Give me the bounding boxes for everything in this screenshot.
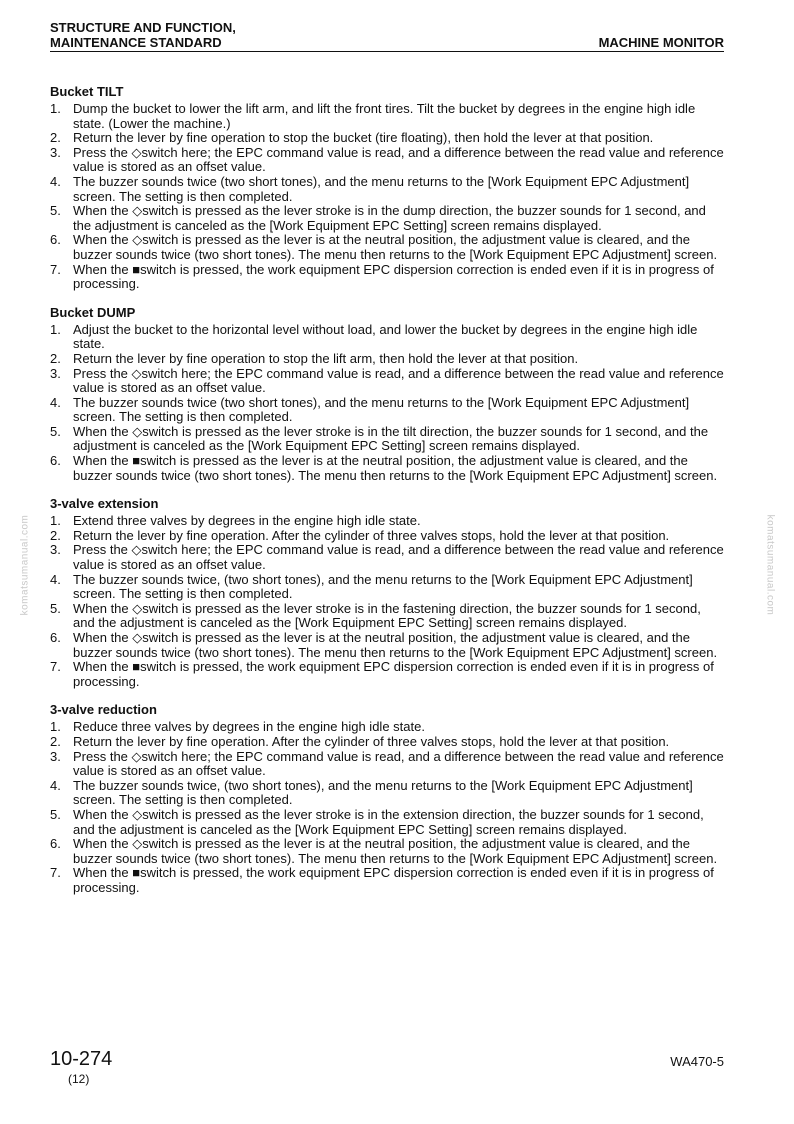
step-item (50, 720, 724, 735)
revision-number: (12) (68, 1072, 90, 1086)
step-text: Return the lever by fine operation to stop the lift arm, then hold the lever at that position. (73, 350, 579, 366)
step-number: 4. (50, 394, 61, 410)
watermark-left: komatsumanual.com (19, 514, 31, 616)
step-number: 2. (50, 527, 61, 543)
step-item (50, 779, 724, 808)
header-title-line1: STRUCTURE AND FUNCTION, (50, 20, 236, 35)
step-item (50, 514, 724, 529)
step-text: Press the ◇switch here; the EPC command value is read, and a difference between the read value and reference value is stored as an offset value. (73, 748, 724, 779)
step-item (50, 131, 724, 146)
step-text: When the ◇switch is pressed as the lever stroke is in the extension direction, the buzzer sounds for 1 second, and the adjustment is canceled as the [Work Equipment EPC Setting] screen remains displayed. (73, 806, 704, 837)
step-number: 1. (50, 719, 61, 735)
step-number: 1. (50, 101, 61, 116)
step-text: The buzzer sounds twice, (two short tones), and the menu returns to the [Work Equipment EPC Adjustment] screen. The setting is then completed. (73, 777, 693, 808)
step-list (50, 102, 724, 292)
step-text: Press the ◇switch here; the EPC command value is read, and a difference between the read value and reference value is stored as an offset value. (73, 365, 724, 396)
procedure-section (50, 305, 724, 484)
step-text: When the ◇switch is pressed as the lever is at the neutral position, the adjustment value is cleared, and the buzzer sounds twice (two short tones). The menu then returns to the [Work Equipment EPC Adjustment] screen. (73, 232, 718, 262)
step-number: 2. (50, 130, 61, 146)
step-number: 3. (50, 748, 61, 764)
step-text: Adjust the bucket to the horizontal level without load, and lower the bucket by degrees in the engine high idle state. (73, 321, 698, 352)
step-number: 1. (50, 321, 61, 337)
step-number: 5. (50, 600, 61, 616)
step-text: When the ◇switch is pressed as the lever is at the neutral position, the adjustment value is cleared, and the buzzer sounds twice (two short tones). The menu then returns to the [Work Equipment EPC Adjustment] screen. (73, 836, 718, 866)
header-title-line2: MAINTENANCE STANDARD (50, 35, 222, 50)
step-text: When the ◇switch is pressed as the lever is at the neutral position, the adjustment value is cleared, and the buzzer sounds twice (two short tones). The menu then returns to the [Work Equipment EPC Adjustment] screen. (73, 630, 718, 660)
step-item (50, 660, 724, 689)
step-item (50, 204, 724, 233)
step-item (50, 602, 724, 631)
step-text: Press the ◇switch here; the EPC command value is read, and a difference between the read value and reference value is stored as an offset value. (73, 542, 724, 573)
step-item (50, 102, 724, 131)
step-item (50, 837, 724, 866)
step-text: When the ■switch is pressed, the work equipment EPC dispersion correction is ended even if it is in progress of processing. (73, 659, 714, 689)
step-item (50, 146, 724, 175)
section-title: Bucket DUMP (50, 304, 136, 320)
step-item (50, 735, 724, 750)
step-item (50, 367, 724, 396)
step-text: When the ■switch is pressed as the lever is at the neutral position, the adjustment value is cleared, and the buzzer sounds twice (two short tones). The menu then returns to the [Work Equipment EPC Adjustment] screen. (73, 453, 718, 483)
step-item (50, 866, 724, 895)
step-number: 5. (50, 203, 61, 219)
header-chapter-title: MACHINE MONITOR (598, 35, 724, 50)
step-number: 6. (50, 453, 61, 469)
step-number: 4. (50, 571, 61, 587)
step-number: 5. (50, 423, 61, 439)
step-text: When the ◇switch is pressed as the lever stroke is in the dump direction, the buzzer sounds for 1 second, and the adjustment is canceled as the [Work Equipment EPC Setting] screen remains displayed. (73, 203, 706, 233)
step-number: 4. (50, 777, 61, 793)
section-title: Bucket TILT (50, 84, 124, 99)
step-number: 3. (50, 365, 61, 381)
step-number: 7. (50, 261, 61, 277)
step-item (50, 233, 724, 262)
page-header (50, 20, 724, 52)
procedure-section (50, 496, 724, 689)
step-number: 2. (50, 733, 61, 749)
machine-model: WA470-5 (670, 1054, 724, 1069)
step-number: 7. (50, 865, 61, 881)
header-section-title (50, 20, 236, 50)
step-item (50, 543, 724, 572)
step-number: 7. (50, 659, 61, 675)
step-text: Return the lever by fine operation. After the cylinder of three valves stops, hold the lever at that position. (73, 733, 670, 749)
section-title: 3-valve extension (50, 496, 159, 512)
page-body (50, 84, 724, 909)
step-item (50, 175, 724, 204)
step-text: Press the ◇switch here; the EPC command value is read, and a difference between the read value and reference value is stored as an offset value. (73, 144, 724, 175)
step-item (50, 263, 724, 292)
step-number: 4. (50, 173, 61, 189)
step-number: 2. (50, 350, 61, 366)
step-text: When the ■switch is pressed, the work equipment EPC dispersion correction is ended even if it is in progress of processing. (73, 865, 714, 895)
step-text: Return the lever by fine operation. After the cylinder of three valves stops, hold the lever at that position. (73, 527, 670, 543)
step-list (50, 514, 724, 689)
step-number: 6. (50, 232, 61, 248)
step-item (50, 396, 724, 425)
watermark-right: komatsumanual.com (764, 514, 776, 616)
step-item (50, 323, 724, 352)
step-item (50, 573, 724, 602)
step-item (50, 352, 724, 367)
step-text: The buzzer sounds twice (two short tones), and the menu returns to the [Work Equipment EPC Adjustment] screen. The setting is then completed. (73, 173, 690, 204)
step-item (50, 808, 724, 837)
step-list (50, 720, 724, 895)
step-number: 5. (50, 806, 61, 822)
step-number: 1. (50, 513, 61, 529)
step-item (50, 425, 724, 454)
step-number: 3. (50, 144, 61, 160)
step-item (50, 750, 724, 779)
step-text: When the ◇switch is pressed as the lever stroke is in the tilt direction, the buzzer sounds for 1 second, and the adjustment is canceled as the [Work Equipment EPC Setting] screen remains displayed. (73, 423, 709, 454)
procedure-section (50, 702, 724, 895)
section-title: 3-valve reduction (50, 702, 157, 718)
step-item (50, 454, 724, 483)
step-text: When the ◇switch is pressed as the lever stroke is in the fastening direction, the buzzer sounds for 1 second, and the adjustment is canceled as the [Work Equipment EPC Setting] screen remains displayed. (73, 600, 701, 631)
step-text: The buzzer sounds twice, (two short tones), and the menu returns to the [Work Equipment EPC Adjustment] screen. The setting is then completed. (73, 571, 693, 602)
step-text: Return the lever by fine operation to stop the bucket (tire floating), then hold the lever at that position. (73, 130, 654, 146)
step-number: 3. (50, 542, 61, 558)
step-list (50, 323, 724, 484)
page-number: 10-274 (50, 1048, 113, 1070)
step-item (50, 631, 724, 660)
step-item (50, 529, 724, 544)
step-number: 6. (50, 630, 61, 645)
step-text: The buzzer sounds twice (two short tones), and the menu returns to the [Work Equipment EPC Adjustment] screen. The setting is then completed. (73, 394, 690, 425)
step-text: Dump the bucket to lower the lift arm, and lift the front tires. Tilt the bucket by degrees in the engine high idle state. (Lower the machine.) (73, 101, 696, 131)
step-text: When the ■switch is pressed, the work equipment EPC dispersion correction is ended even if it is in progress of processing. (73, 261, 714, 292)
step-text: Reduce three valves by degrees in the engine high idle state. (73, 719, 425, 735)
step-text: Extend three valves by degrees in the engine high idle state. (73, 513, 421, 529)
procedure-section (50, 84, 724, 292)
step-number: 6. (50, 836, 61, 852)
